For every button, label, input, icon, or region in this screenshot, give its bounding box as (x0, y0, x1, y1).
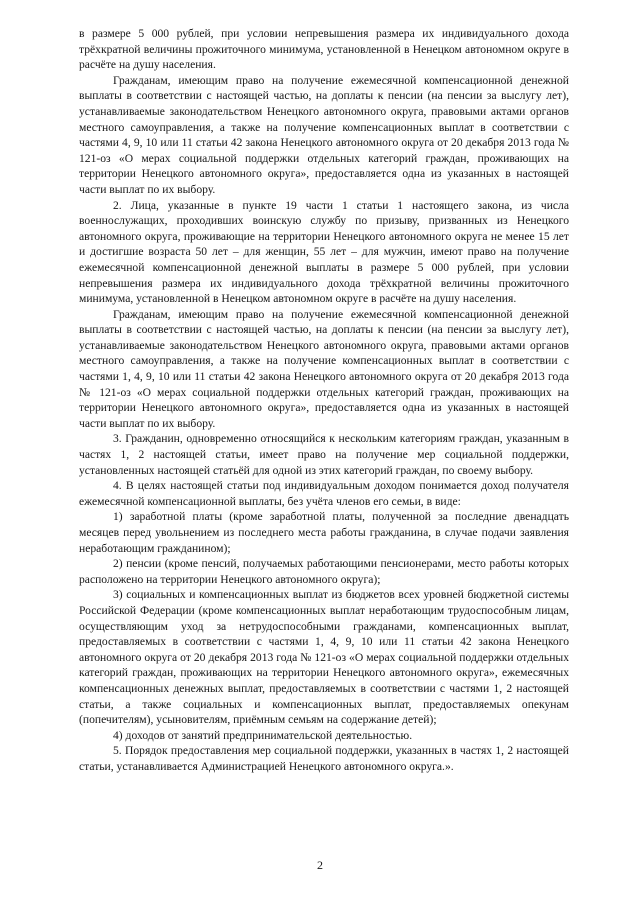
document-body (79, 26, 569, 775)
list-item-social-payments: 3) социальных и компенсационных выплат из бюджетов всех уровней бюджетной системы Российской Федерации (кроме компенсационных выплат неработающим трудоспособным лицам, осуществляющим уход за нетрудоспособными гражданами, компенсационных выплат, предоставляемых в соответствии с частями 1, 4, 9, 10 или 11 статьи 42 закона Ненецкого автономного округа от 20 декабря 2013 года № 121-оз «О мерах социальной поддержки отдельных категорий граждан, проживающих на территории Ненецкого автономного округа», ежемесячных компенсационных денежных выплат, предоставляемых в соответствии с частями 1, 2 настоящей статьи, а также социальных и компенсационных выплат, предоставляемых опекунам (попечителям), усыновителям, приёмным семьям на содержание детей); (79, 588, 569, 727)
list-item-business-income: 4) доходов от занятий предпринимательской деятельностью. (113, 728, 413, 742)
page-number: 2 (317, 858, 323, 872)
paragraph-part1-choice: Гражданам, имеющим право на получение ежемесячной компенсационной денежной выплаты в соответствии с настоящей частью, на доплаты к пенсии (на пенсии за выслугу лет), устанавливаемые законодательством Ненецкого автономного округа, правовыми актами органов местного самоуправления, а также на получение компенсационных выплат в соответствии с частями 4, 9, 10 или 11 статьи 42 закона Ненецкого автономного округа от 20 декабря 2013 года № 121-оз «О мерах социальной поддержки отдельных категорий граждан, проживающих на территории Ненецкого автономного округа», предоставляется одна из указанных в настоящей части выплат по их выбору. (79, 73, 569, 196)
paragraph-part3: 3. Гражданин, одновременно относящийся к нескольким категориям граждан, указанным в частях 1, 2 настоящей статьи, имеет право на получение мер социальной поддержки, установленных настоящей статьёй для одной из этих категорий граждан, по своему выбору. (79, 432, 569, 477)
paragraph-continuation: в размере 5 000 рублей, при условии непревышения размера их индивидуального дохода трёхкратной величины прожиточного минимума, установленной в Ненецком автономном округе в расчёте на душу населения. (79, 27, 569, 72)
list-item-pensions: 2) пенсии (кроме пенсий, получаемых работающими пенсионерами, место работы которых расположено на территории Ненецкого автономного округа); (79, 557, 569, 586)
paragraph-part2-choice: Гражданам, имеющим право на получение ежемесячной компенсационной денежной выплаты в соответствии с настоящей частью, на доплаты к пенсии (на пенсии за выслугу лет), устанавливаемые законодательством Ненецкого автономного округа, правовыми актами органов местного самоуправления, а также на получение компенсационных выплат в соответствии с частями 1, 4, 9, 10 или 11 статьи 42 закона Ненецкого автономного округа от 20 декабря 2013 года № 121-оз «О мерах социальной поддержки отдельных категорий граждан, проживающих на территории Ненецкого автономного округа», предоставляется одна из указанных в настоящей части выплат по их выбору. (79, 307, 569, 430)
paragraph-part2: 2. Лица, указанные в пункте 19 части 1 статьи 1 настоящего закона, из числа военнослужащих, проходивших воинскую службу по призыву, призванных из Ненецкого автономного округа, проживающие на территории Ненецкого автономного округа не менее 15 лет и достигшие возраста 50 лет – для женщин, 55 лет – для мужчин, имеют право на получение ежемесячной компенсационной денежной выплаты в размере 5 000 рублей, при условии непревышения размера их индивидуального дохода трёхкратной величины прожиточного минимума, установленной в Ненецком автономном округе в расчёте на душу населения. (79, 198, 569, 306)
list-item-wages: 1) заработной платы (кроме заработной платы, полученной за последние двенадцать месяцев перед увольнением из последнего места работы гражданина, в случае подачи заявления неработающим гражданином); (79, 510, 569, 555)
paragraph-part5: 5. Порядок предоставления мер социальной поддержки, указанных в частях 1, 2 настоящей статьи, устанавливается Администрацией Ненецкого автономного округа.». (79, 744, 569, 773)
paragraph-part4: 4. В целях настоящей статьи под индивидуальным доходом понимается доход получателя ежемесячной компенсационной выплаты, без учёта членов его семьи, в виде: (79, 479, 569, 508)
